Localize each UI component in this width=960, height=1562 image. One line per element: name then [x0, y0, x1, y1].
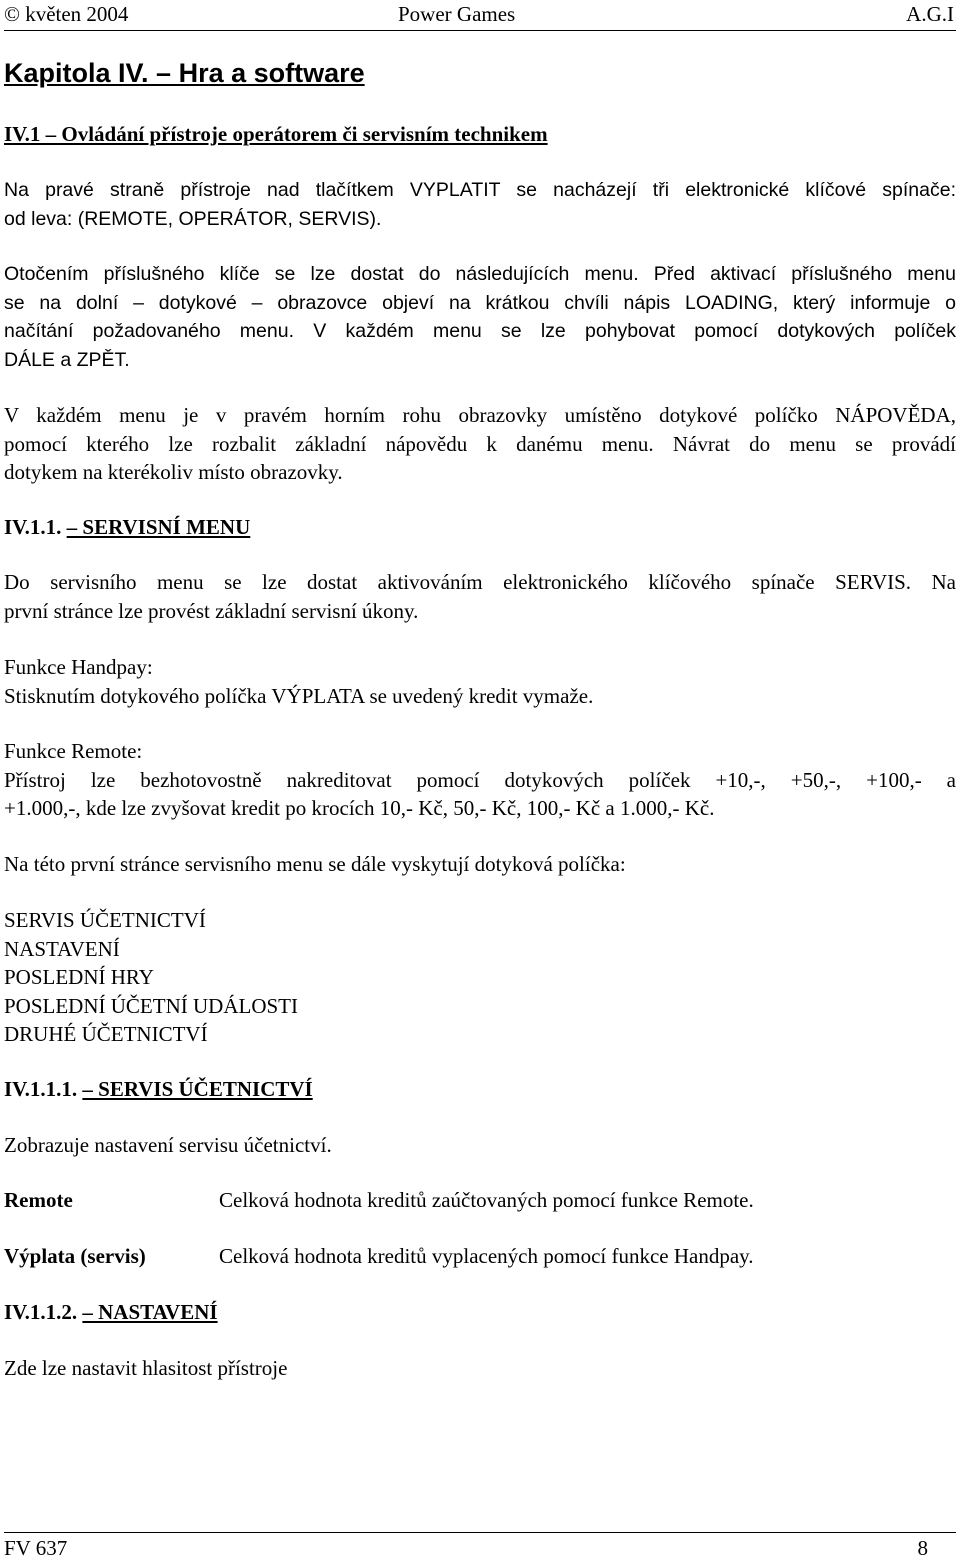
list-item: POSLEDNÍ ÚČETNÍ UDÁLOSTI [4, 993, 298, 1018]
chapter-title: Kapitola IV. – Hra a software [4, 58, 365, 88]
handpay-text: Stisknutím dotykového políčka VÝPLATA se uvedený kredit vymaže. [4, 683, 594, 708]
handpay-title: Funkce Handpay: [4, 655, 153, 679]
paragraph-line: +1.000,-, kde lze zvyšovat kredit po krocích 10,- Kč, 50,- Kč, 100,- Kč a 1.000,- Kč. [4, 796, 715, 820]
paragraph-help [4, 401, 956, 487]
page-footer [4, 1532, 956, 1562]
header-company: Power Games [398, 2, 516, 26]
list-item: NASTAVENÍ [4, 936, 120, 961]
paragraph-line: načítání požadovaného menu. V každém menu se lze pohybovat pomocí dotykových políček [4, 320, 956, 342]
service-menu-intro [4, 568, 956, 625]
paragraph-line: V každém menu je v pravém horním rohu obrazovky umístěno dotykové políčko NÁPOVĚDA, [4, 403, 956, 427]
definition-term: Remote [4, 1188, 73, 1212]
settings-heading [4, 1298, 956, 1327]
heading-number: IV.1.1.2. [4, 1300, 78, 1324]
heading-text: – NASTAVENÍ [82, 1300, 218, 1324]
header-code: A.G.I [906, 2, 954, 26]
heading-text: – SERVISNÍ MENU [66, 515, 251, 539]
paragraph-line: pomocí kterého lze rozbalit základní nápovědu k danému menu. Návrat do menu se provádí [4, 431, 956, 456]
heading-number: IV.1.1.1. [4, 1077, 78, 1101]
paragraph-line: Na pravé straně přístroje nad tlačítkem VYPLATIT se nacházejí tři elektronické klíčové spínače: [4, 179, 956, 201]
paragraph-line: se na dolní – dotykové – obrazovce objeví na krátkou chvíli nápis LOADING, který informuje o [4, 291, 956, 314]
accounting-heading [4, 1075, 956, 1104]
paragraph-line: Otočením příslušného klíče se lze dostat do následujících menu. Před aktivací příslušného menu [4, 263, 956, 285]
page-number: 8 [917, 1536, 928, 1560]
paragraph-line: Do servisního menu se lze dostat aktivováním elektronického klíčového spínače SERVIS. Na [4, 570, 956, 594]
page-header [4, 0, 956, 31]
paragraph-line: dotykem na kterékoliv místo obrazovky. [4, 460, 343, 484]
accounting-intro: Zobrazuje nastavení servisu účetnictví. [4, 1133, 332, 1157]
heading-number: IV.1.1. [4, 515, 62, 539]
paragraph-line: první stránce lze provést základní servisní úkony. [4, 598, 419, 623]
definition-description: Celková hodnota kreditů zaúčtovaných pomocí funkce Remote. [219, 1188, 754, 1212]
heading-text: – SERVIS ÚČETNICTVÍ [82, 1077, 313, 1101]
touch-fields-list [4, 906, 956, 1049]
paragraph-line: od leva: (REMOTE, OPERÁTOR, SERVIS). [4, 207, 382, 230]
paragraph-key-switches [4, 176, 956, 233]
paragraph-menus [4, 260, 956, 374]
definition-description: Celková hodnota kreditů vyplacených pomocí funkce Handpay. [219, 1244, 754, 1268]
settings-intro: Zde lze nastavit hlasitost přístroje [4, 1356, 288, 1380]
fields-intro: Na této první stránce servisního menu se dále vyskytují dotyková políčka: [4, 852, 626, 876]
document-page [4, 0, 956, 1561]
section-title: IV.1 – Ovládání přístroje operátorem či servisním technikem [4, 122, 548, 146]
list-item: SERVIS ÚČETNICTVÍ [4, 908, 206, 932]
list-item: POSLEDNÍ HRY [4, 965, 154, 989]
paragraph-line: DÁLE a ZPĚT. [4, 348, 130, 371]
remote-block [4, 737, 956, 823]
service-menu-heading [4, 513, 956, 542]
definition-term: Výplata (servis) [4, 1244, 146, 1268]
paragraph-line: Přístroj lze bezhotovostně nakreditovat pomocí dotykových políček +10,-, +50,-, +100,- a [4, 767, 956, 792]
handpay-block [4, 653, 956, 710]
footer-model: FV 637 [4, 1536, 68, 1560]
remote-title: Funkce Remote: [4, 739, 143, 763]
header-date: © květen 2004 [4, 2, 129, 26]
list-item: DRUHÉ ÚČETNICTVÍ [4, 1022, 208, 1046]
